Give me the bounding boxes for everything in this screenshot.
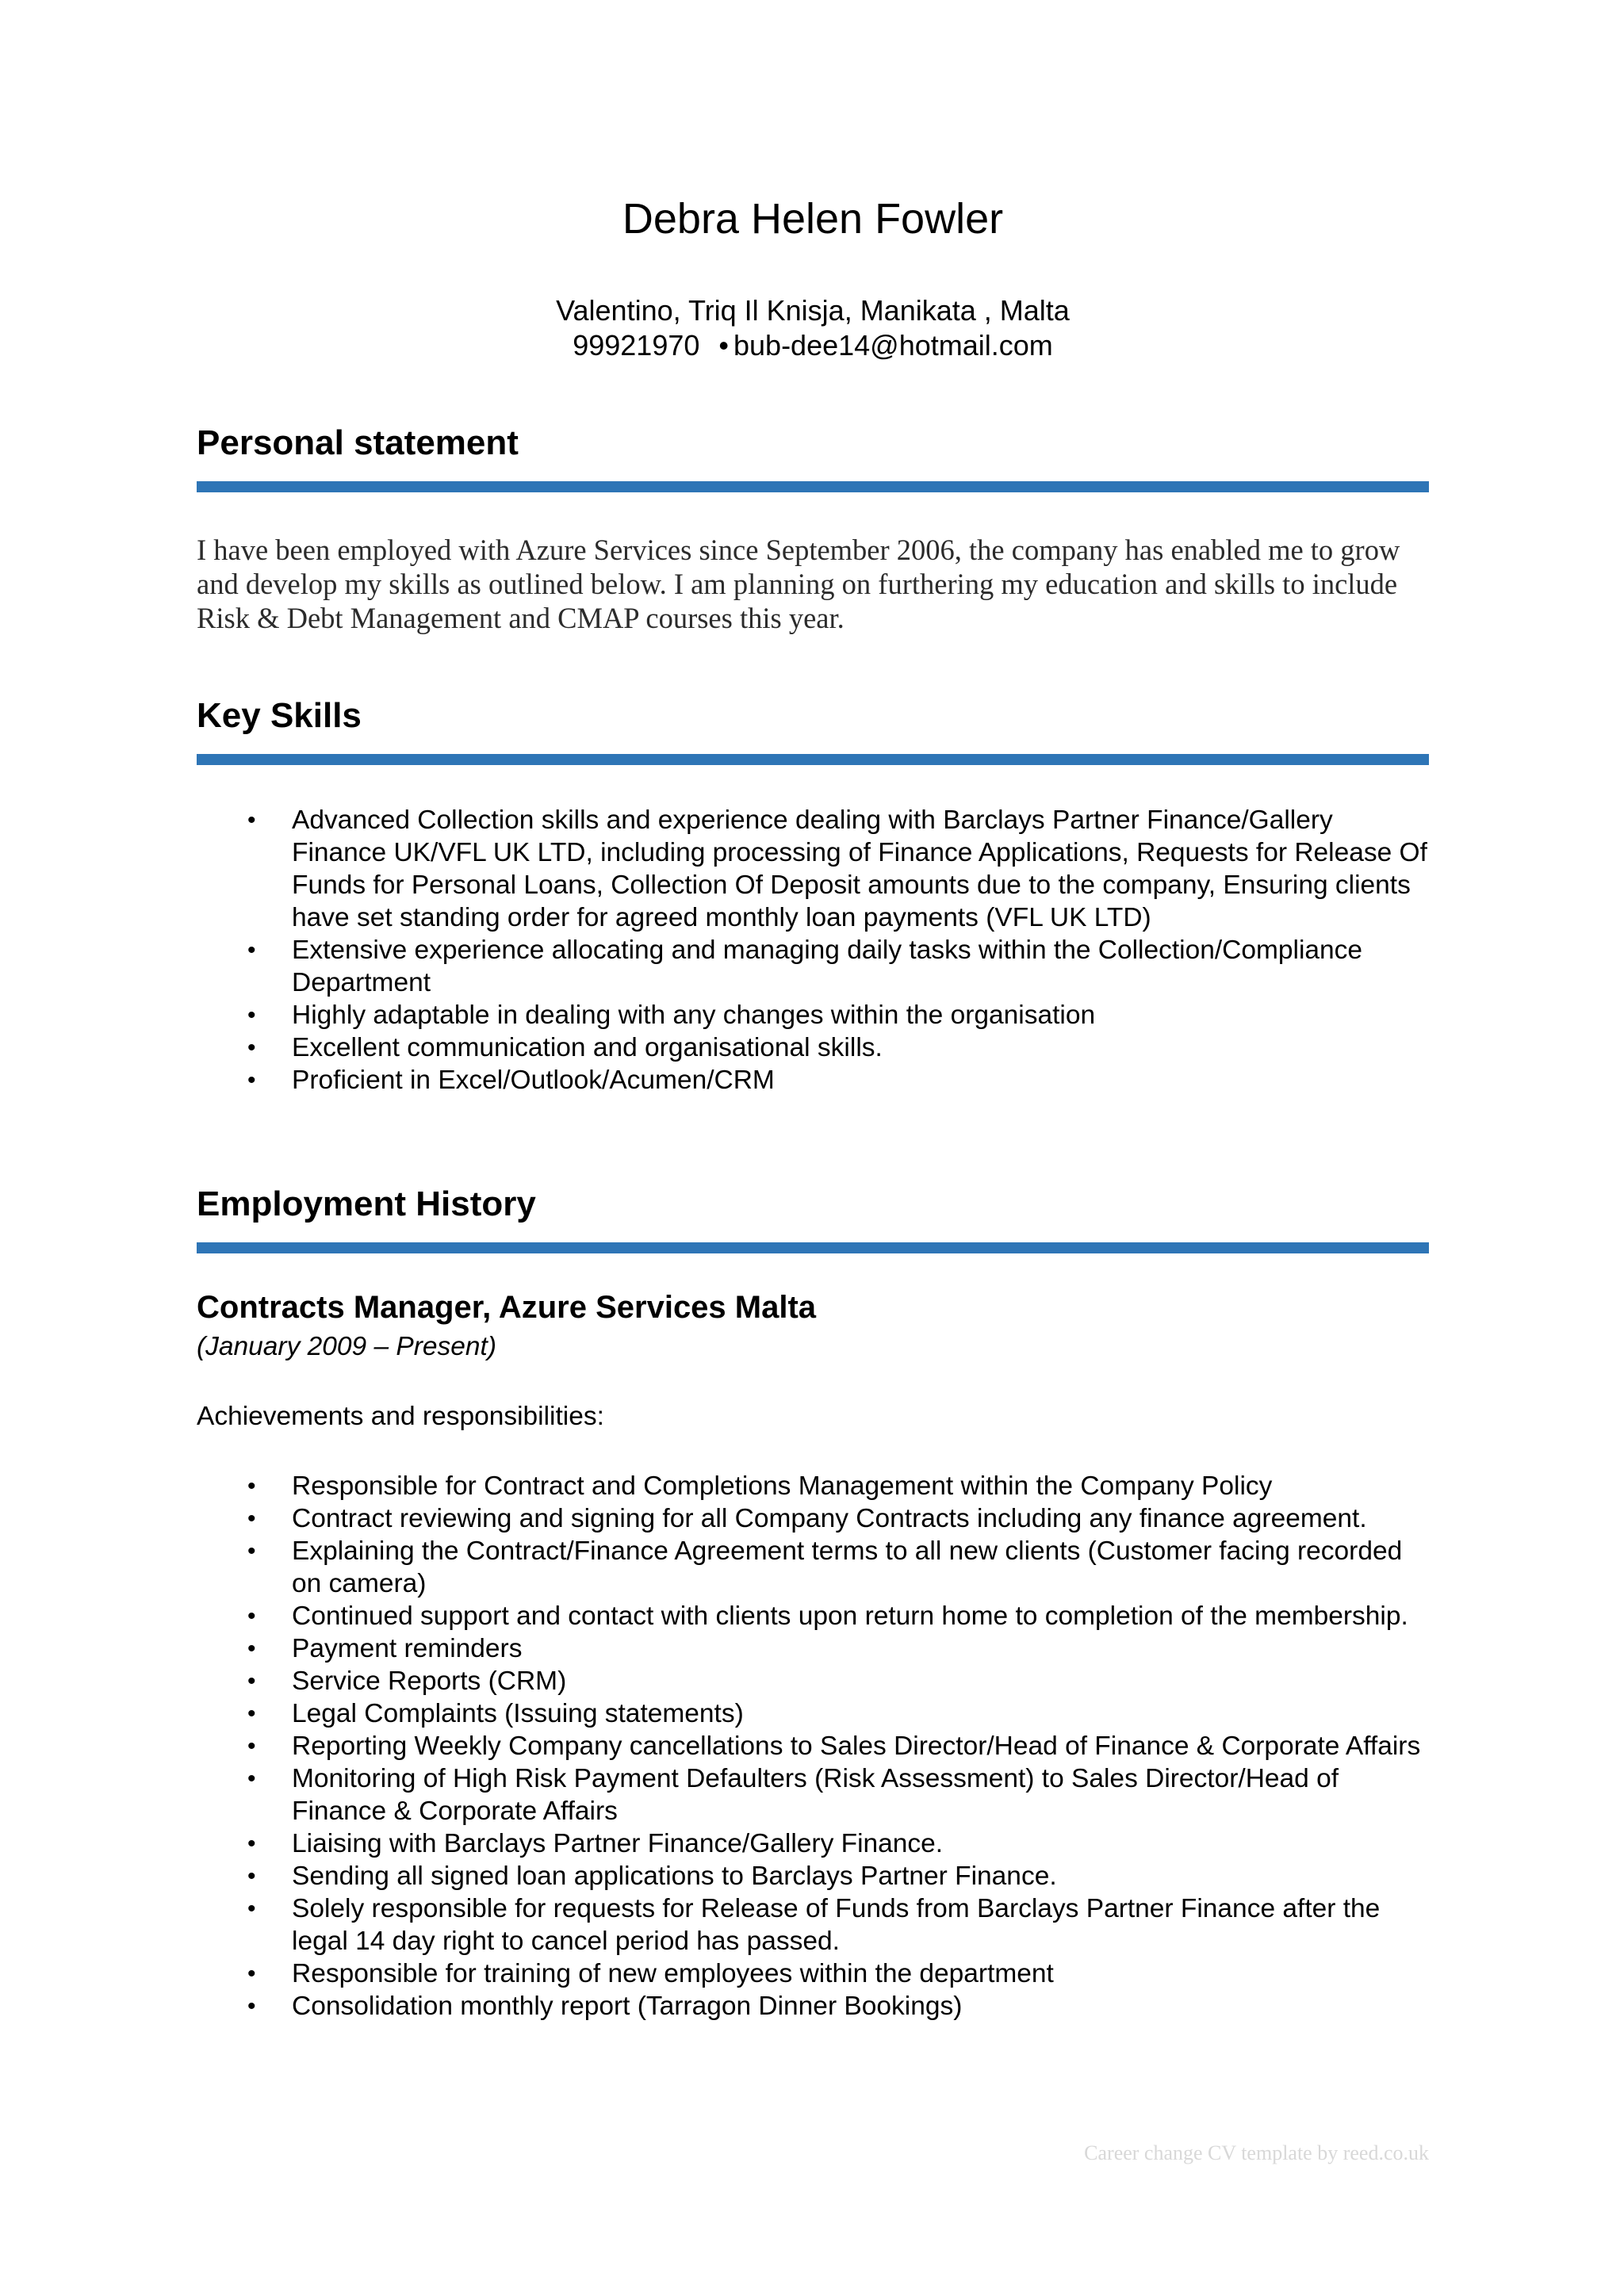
responsibility-item-text: Sending all signed loan applications to Barclays Partner Finance.	[292, 1862, 1057, 1891]
responsibility-item-text: Monitoring of High Risk Payment Defaulters (Risk Assessment) to Sales Director/Head of Finance & Corporate Affairs	[292, 1764, 1339, 1826]
skill-item-text: Excellent communication and organisational skills.	[292, 1033, 883, 1062]
bullet-icon: •	[247, 1733, 256, 1759]
bullet-icon: •	[247, 1002, 256, 1028]
bullet-icon: •	[247, 1603, 256, 1629]
contact-separator: •	[718, 329, 729, 362]
responsibility-item	[197, 1665, 1429, 1697]
skill-item	[197, 1064, 1429, 1096]
skill-item-text: Advanced Collection skills and experience dealing with Barclays Partner Finance/Gallery Finance UK/VFL UK LTD, including processing of Finance Applications, Requests for Release Of Funds for Personal Loans, Collection Of Deposit amounts due to the company, Ensuring clients have set standing order for agreed monthly loan payments (VFL UK LTD)	[292, 806, 1427, 932]
bullet-icon: •	[247, 1473, 256, 1499]
personal-statement-text: I have been employed with Azure Services since September 2006, the company has enabled me to grow and develop my skills as outlined below. I am planning on furthering my education and skills to include Risk & Debt Management and CMAP courses this year.	[197, 534, 1400, 634]
candidate-address: Valentino, Triq Il Knisja, Manikata , Malta	[556, 294, 1070, 327]
candidate-name: Debra Helen Fowler	[622, 195, 1004, 243]
responsibility-item	[197, 1762, 1429, 1827]
bullet-icon: •	[247, 1668, 256, 1694]
responsibilities-list	[197, 1470, 1429, 2022]
bullet-icon: •	[247, 1035, 256, 1061]
responsibility-item-text: Explaining the Contract/Finance Agreement terms to all new clients (Customer facing recorded on camera)	[292, 1536, 1403, 1598]
achievements-label: Achievements and responsibilities:	[197, 1402, 604, 1431]
responsibility-item-text: Legal Complaints (Issuing statements)	[292, 1699, 744, 1728]
bullet-icon: •	[247, 1538, 256, 1564]
responsibility-item	[197, 1535, 1429, 1600]
responsibility-item-text: Service Reports (CRM)	[292, 1667, 567, 1696]
bullet-icon: •	[247, 1636, 256, 1662]
skill-item	[197, 934, 1429, 999]
skill-item	[197, 804, 1429, 934]
responsibility-item-text: Reporting Weekly Company cancellations to Sales Director/Head of Finance & Corporate Affairs	[292, 1732, 1421, 1761]
bullet-icon: •	[247, 937, 256, 963]
responsibility-item	[197, 1697, 1429, 1730]
skill-item-text: Highly adaptable in dealing with any changes within the organisation	[292, 1001, 1096, 1030]
personal-statement-rule	[197, 481, 1429, 492]
responsibility-item	[197, 1827, 1429, 1860]
bullet-icon: •	[247, 1701, 256, 1727]
bullet-icon: •	[247, 1961, 256, 1987]
bullet-icon: •	[247, 1506, 256, 1532]
responsibility-item-text: Responsible for Contract and Completions Management within the Company Policy	[292, 1471, 1273, 1501]
responsibility-item-text: Continued support and contact with clients upon return home to completion of the membership.	[292, 1601, 1408, 1631]
responsibility-item-text: Liaising with Barclays Partner Finance/Gallery Finance.	[292, 1829, 944, 1858]
responsibility-item	[197, 1892, 1429, 1957]
employment-history-rule	[197, 1242, 1429, 1253]
responsibility-item	[197, 1990, 1429, 2022]
responsibility-item	[197, 1632, 1429, 1665]
responsibility-item	[197, 1860, 1429, 1892]
bullet-icon: •	[247, 1831, 256, 1857]
bullet-icon: •	[247, 807, 256, 833]
employment-history-heading: Employment History	[197, 1184, 536, 1223]
skill-item	[197, 999, 1429, 1031]
template-credit: Career change CV template by reed.co.uk	[1084, 2141, 1429, 2164]
responsibility-item	[197, 1957, 1429, 1990]
job-dates: (January 2009 – Present)	[197, 1332, 497, 1361]
key-skills-rule	[197, 754, 1429, 765]
bullet-icon: •	[247, 1993, 256, 2019]
responsibility-item-text: Payment reminders	[292, 1634, 523, 1663]
key-skills-list	[197, 804, 1429, 1096]
skill-item	[197, 1031, 1429, 1064]
responsibility-item-text: Solely responsible for requests for Release of Funds from Barclays Partner Finance after the legal 14 day right to cancel period has passed.	[292, 1894, 1381, 1956]
responsibility-item	[197, 1730, 1429, 1762]
bullet-icon: •	[247, 1863, 256, 1889]
responsibility-item	[197, 1502, 1429, 1535]
skill-item-text: Extensive experience allocating and managing daily tasks within the Collection/Compliance Department	[292, 936, 1363, 997]
personal-statement-heading: Personal statement	[197, 423, 519, 462]
skill-item-text: Proficient in Excel/Outlook/Acumen/CRM	[292, 1066, 775, 1095]
responsibility-item-text: Responsible for training of new employees within the department	[292, 1959, 1054, 1988]
job-title: Contracts Manager, Azure Services Malta	[197, 1290, 817, 1325]
candidate-phone: 99921970	[573, 329, 700, 362]
contact-line	[197, 328, 1429, 363]
responsibility-item-text: Contract reviewing and signing for all Company Contracts including any finance agreement.	[292, 1504, 1367, 1533]
bullet-icon: •	[247, 1896, 256, 1922]
responsibility-item	[197, 1470, 1429, 1502]
candidate-email: bub-dee14@hotmail.com	[733, 329, 1053, 362]
key-skills-heading: Key Skills	[197, 696, 362, 735]
responsibility-item	[197, 1600, 1429, 1632]
responsibility-item-text: Consolidation monthly report (Tarragon Dinner Bookings)	[292, 1992, 963, 2021]
bullet-icon: •	[247, 1067, 256, 1093]
bullet-icon: •	[247, 1766, 256, 1792]
